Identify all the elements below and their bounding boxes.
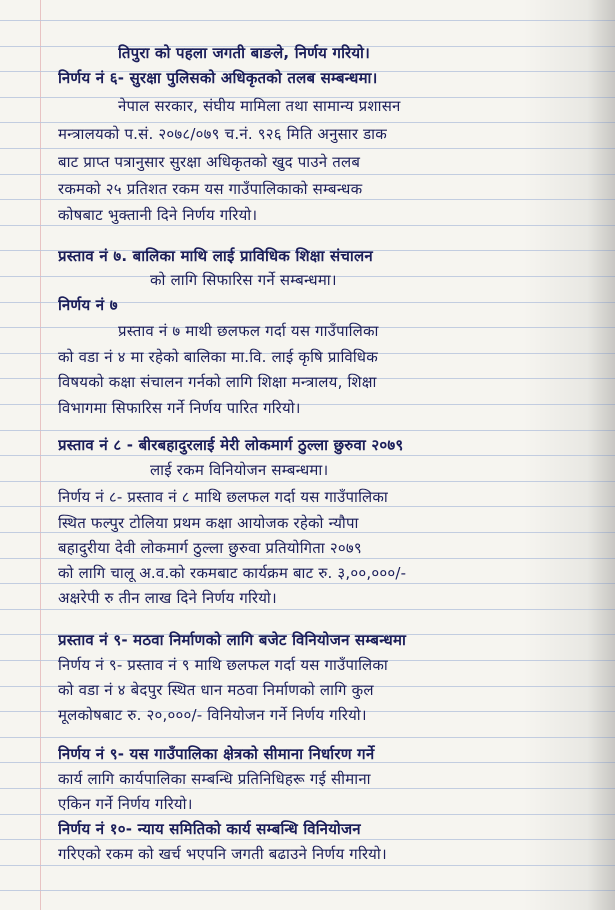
ruled-line — [0, 890, 615, 891]
proposal-line: प्रस्ताव नं ९- मठवा निर्माणको लागि बजेट विनियोजन सम्बन्धमा — [58, 631, 407, 649]
body-line: विषयको कक्षा संचालन गर्नको लागि शिक्षा मन्त्रालय, शिक्षा — [58, 373, 377, 391]
proposal-subline: लाई रकम विनियोजन सम्बन्धमा। — [150, 461, 329, 479]
body-line: स्थित फल्पुर टोलिया प्रथम कक्षा आयोजक रहेको न्यौपा — [58, 514, 359, 532]
body-line: कार्य लागि कार्यपालिका सम्बन्धि प्रतिनिधिहरू गई सीमाना — [58, 770, 371, 788]
decision-line: निर्णय नं ९- यस गाउँपालिका क्षेत्रको सीमाना निर्धारण गर्ने — [58, 745, 375, 763]
body-line: को लागि चालू अ.व.को रकमबाट कार्यक्रम बाट रु. ३,००,०००/- — [58, 564, 407, 582]
body-line: मन्त्रालयको प.सं. २०७८/०७९ च.नं. ९२६ मिति अनुसार डाक — [58, 125, 387, 143]
body-line: मूलकोषबाट रु. २०,०००/- विनियोजन गर्ने निर्णय गरियो। — [58, 706, 367, 724]
body-line: रकमको २५ प्रतिशत रकम यस गाउँपालिकाको सम्बन्धक — [58, 180, 363, 198]
decision-heading: निर्णय नं ७ — [58, 296, 118, 314]
body-line: बहादुरीया देवी लोकमार्ग ठुल्ला छुरुवा प्रतियोगिता २०७९ — [58, 539, 362, 557]
proposal-line: प्रस्ताव नं ८ - बीरबहादुरलाई मेरी लोकमार्ग ठुल्ला छुरुवा २०७९ — [58, 436, 404, 454]
decision-line: निर्णय नं ९- प्रस्ताव नं ९ माथि छलफल गर्दा यस गाउँपालिका — [58, 656, 388, 674]
body-line: प्रस्ताव नं ७ माथी छलफल गर्दा यस गाउँपालिका — [118, 322, 379, 340]
ruled-line — [0, 20, 615, 21]
body-line: विभागमा सिफारिस गर्ने निर्णय पारित गरियो। — [58, 399, 301, 417]
body-line: नेपाल सरकार, संघीय मामिला तथा सामान्य प्रशासन — [118, 97, 401, 115]
ruled-line — [0, 737, 615, 738]
body-line: एकिन गर्ने निर्णय गरियो। — [58, 795, 193, 813]
ruled-line — [0, 174, 615, 175]
decision-line: निर्णय नं ८- प्रस्ताव नं ८ माथि छलफल गर्दा यस गाउँपालिका — [58, 488, 388, 506]
body-line: बाट प्राप्त पत्रानुसार सुरक्षा अधिकृतको खुद पाउने तलब — [58, 153, 361, 171]
body-line: को वडा नं ४ बेदपुर स्थित धान मठवा निर्माणको लागि कुल — [58, 681, 374, 699]
proposal-line: प्रस्ताव नं ७. बालिका माथि लाई प्राविधिक शिक्षा संचालन — [58, 247, 373, 265]
proposal-subline: को लागि सिफारिस गर्ने सम्बन्धमा। — [150, 271, 337, 289]
body-line: गरिएको रकम को खर्च भएपनि जगती बढाउने निर्णय गरियो। — [58, 845, 387, 863]
title-line: तिपुरा को पहला जगती बाङले, निर्णय गरियो। — [118, 44, 371, 62]
body-line: कोषबाट भुक्तानी दिने निर्णय गरियो। — [58, 206, 258, 224]
body-line: अक्षरेपी रु तीन लाख दिने निर्णय गरियो। — [58, 589, 277, 607]
decision-line: निर्णय नं १०- न्याय समितिको कार्य सम्बन्धि विनियोजन — [58, 820, 361, 838]
decision-line: निर्णय नं ६- सुरक्षा पुलिसको अधिकृतको तलब सम्बन्धमा। — [58, 69, 378, 87]
ruled-line — [0, 148, 615, 149]
body-line: को वडा नं ४ मा रहेको बालिका मा.वि. लाई कृषि प्राविधिक — [58, 348, 378, 366]
ruled-line — [0, 430, 615, 431]
